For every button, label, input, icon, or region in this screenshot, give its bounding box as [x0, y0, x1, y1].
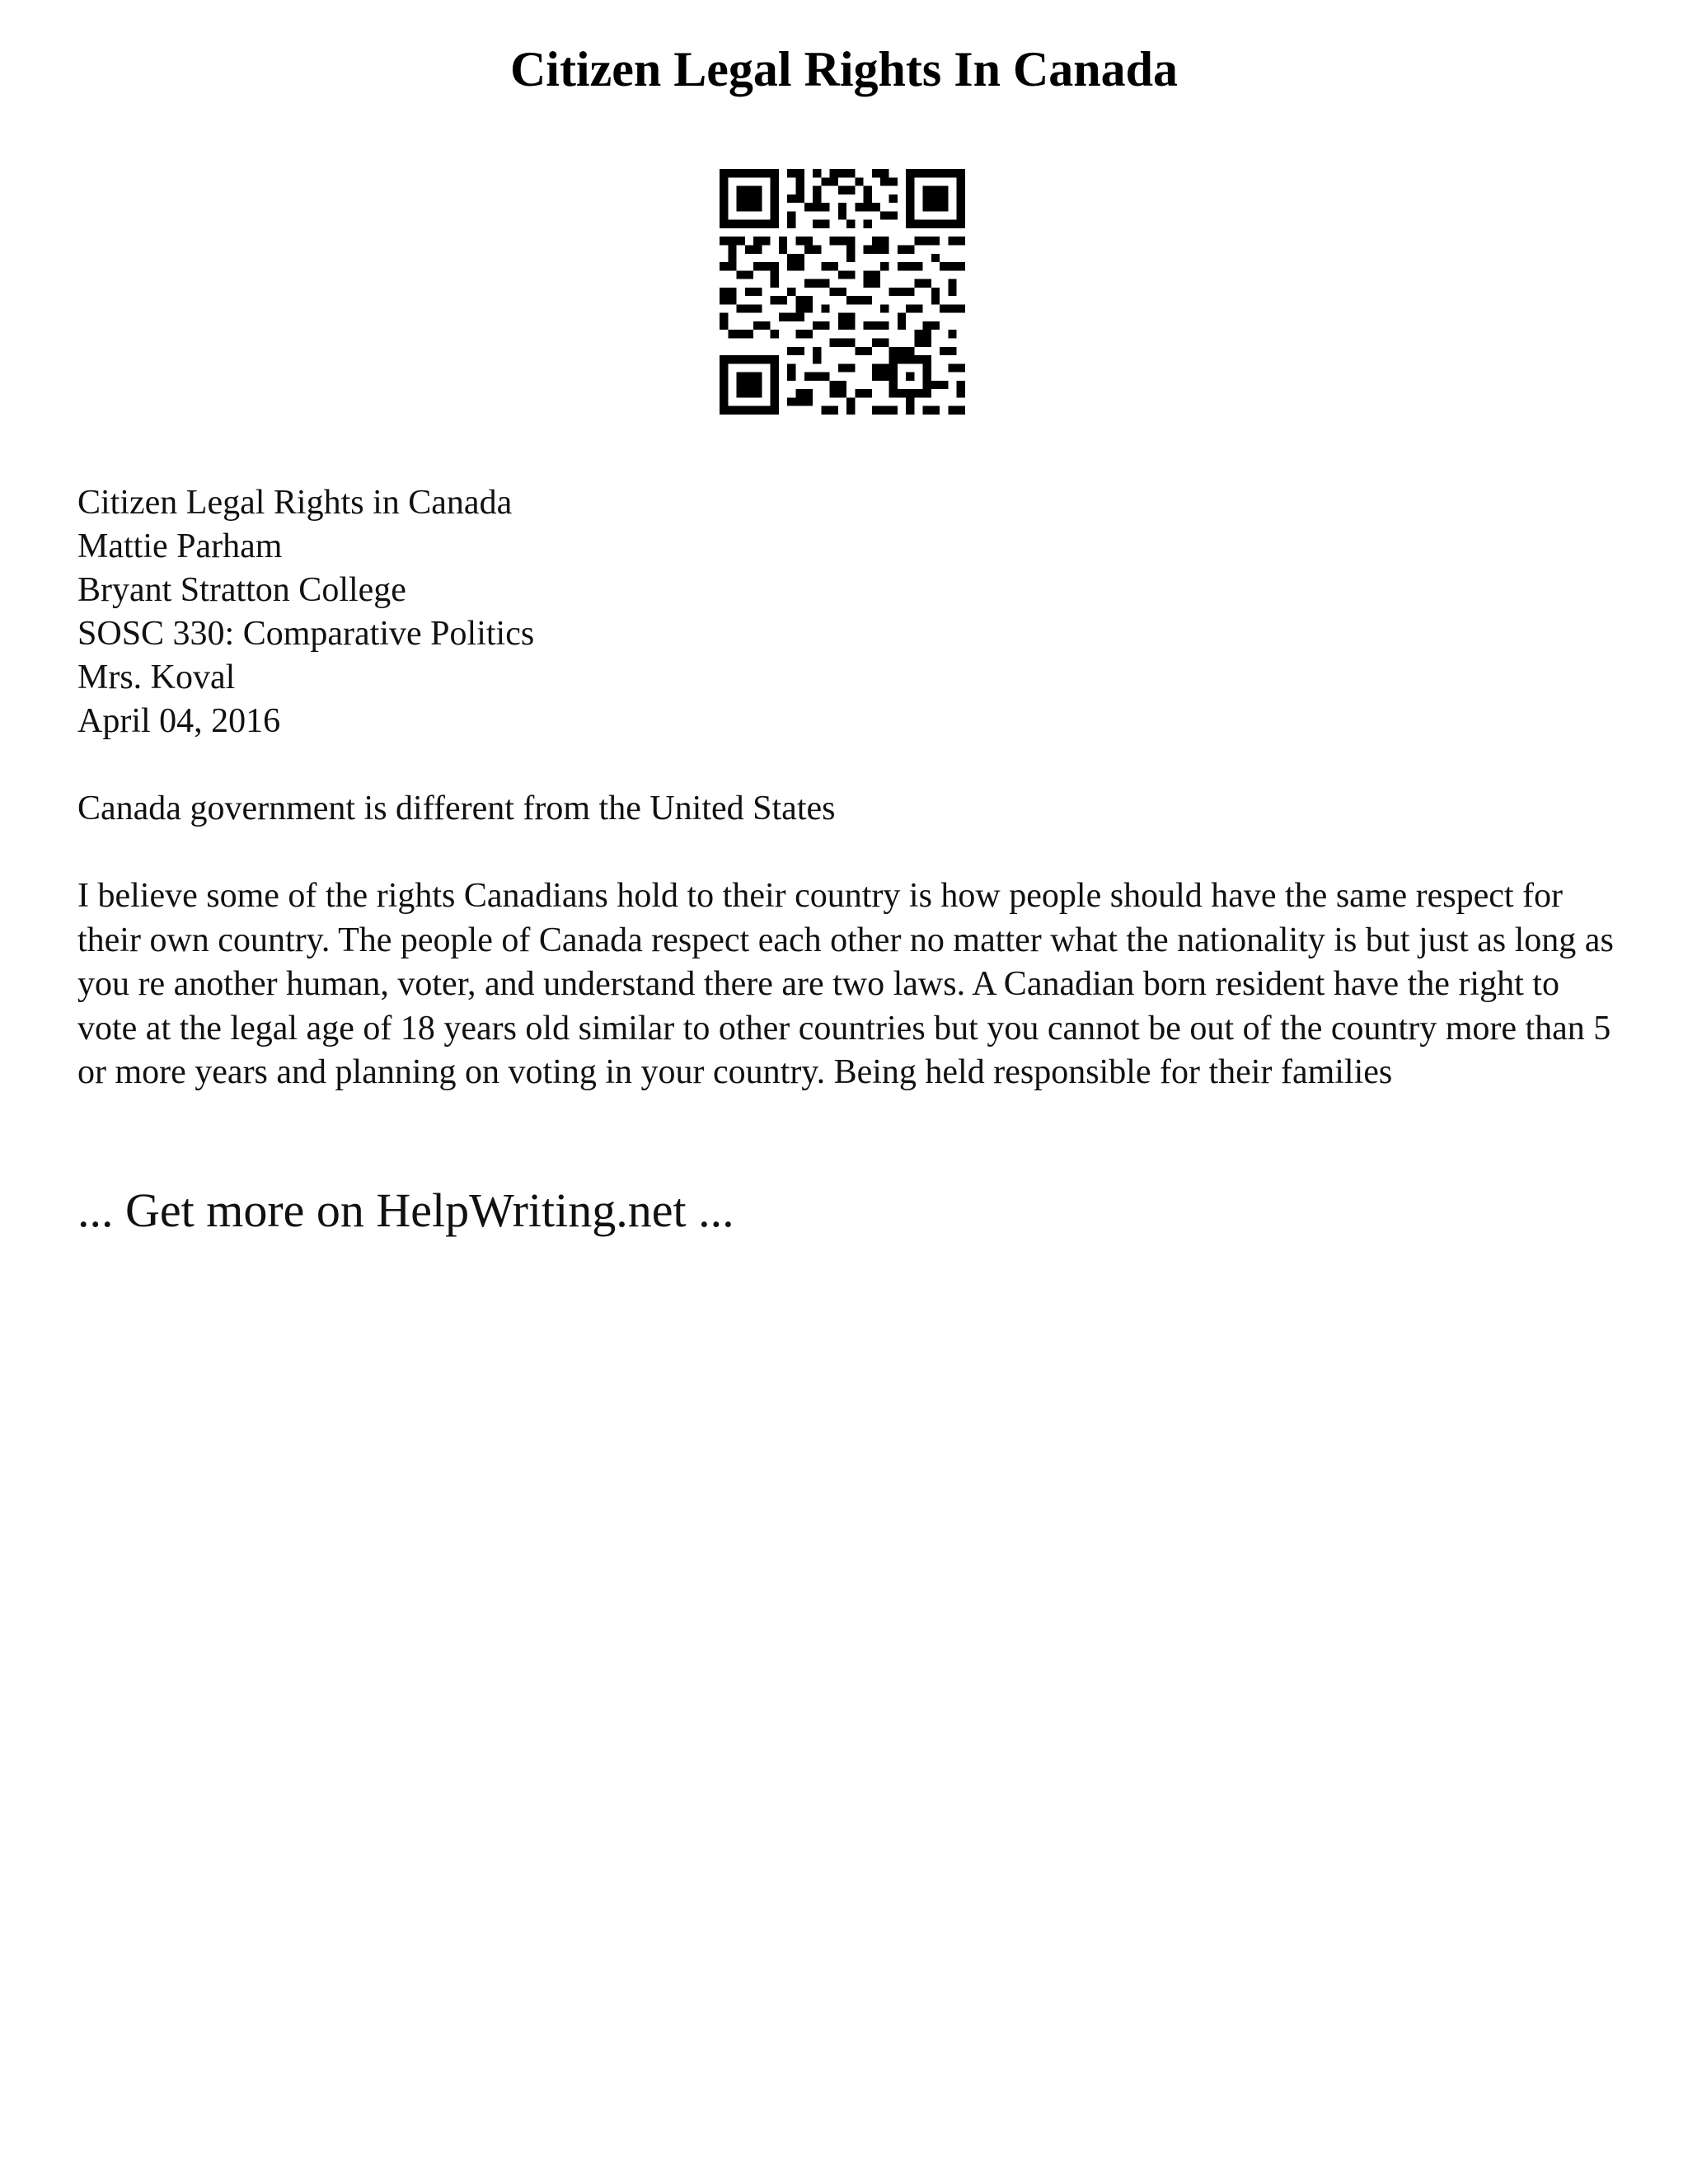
meta-institution: Bryant Stratton College [77, 571, 406, 609]
body-paragraph: I believe some of the rights Canadians hold to their country is how people should have the same respect for their own country. The people of Canada respect each other no matter what the nationality is but just as long as you re another human, voter, and understand there are two laws. A Canadian born resident have the right to vote at the legal age of 18 years old similar to other countries but you cannot be out of the country more than 5 or more years and planning on voting in your country. Being held responsible for their families [77, 877, 1614, 1091]
get-more-link[interactable]: ... Get more on HelpWriting.net ... [77, 1183, 734, 1237]
meta-author: Mattie Parham [77, 527, 283, 565]
qr-code-icon [720, 169, 965, 415]
document-meta [77, 481, 1611, 743]
meta-course: SOSC 330: Comparative Politics [77, 615, 535, 653]
meta-instructor: Mrs. Koval [77, 658, 236, 696]
page-title: Citizen Legal Rights In Canada [509, 42, 1179, 96]
meta-title: Citizen Legal Rights in Canada [77, 484, 513, 522]
section-heading: Canada government is different from the United States [77, 790, 836, 827]
meta-date: April 04, 2016 [77, 702, 281, 740]
